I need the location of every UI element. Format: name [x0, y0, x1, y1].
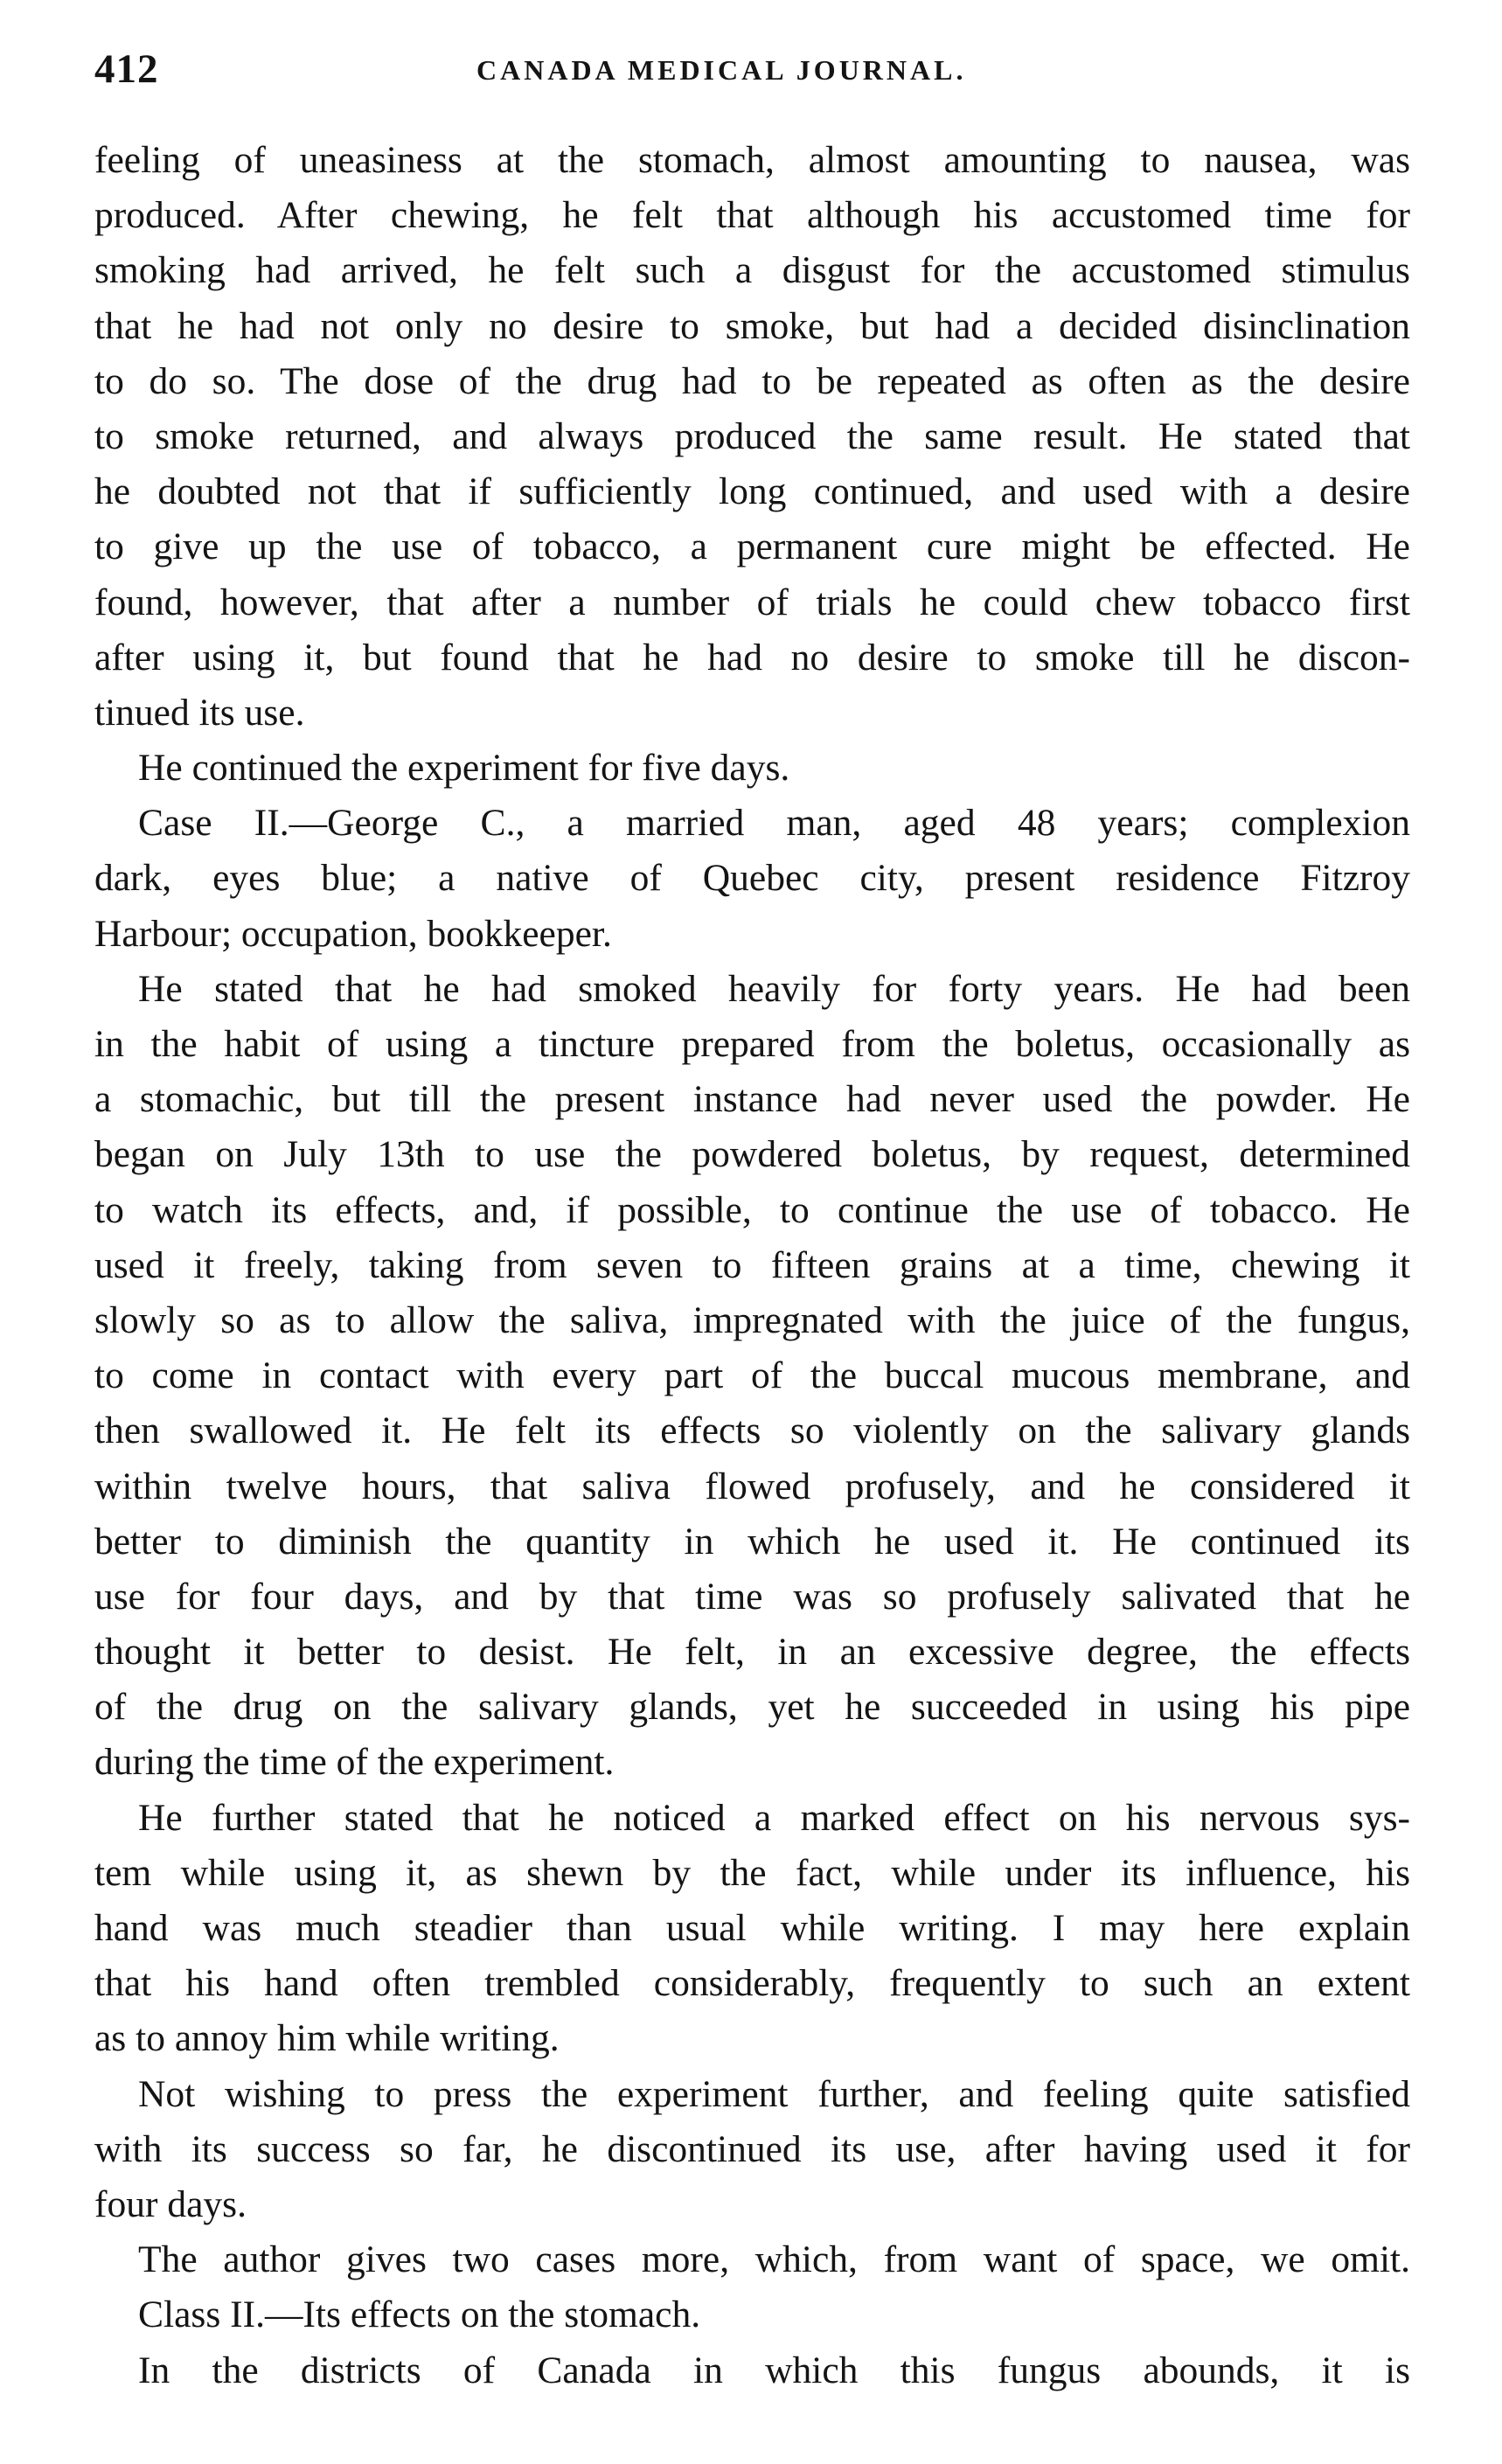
- paragraph-line: He continued the experiment for five days.: [138, 747, 790, 790]
- text-line: during the time of the experiment.: [94, 1741, 615, 1784]
- page-number: 412: [94, 46, 159, 92]
- text-line: to come in contact with every part of the buccal mucous membrane, and: [94, 1354, 1410, 1397]
- text-line: after using it, but found that he had no desire to smoke till he discon-: [94, 636, 1410, 679]
- case-heading-line: Case II.—George C., a married man, aged 48 years; complexion: [138, 802, 1410, 845]
- text-line: with its success so far, he discontinued its use, after having used it for: [94, 2127, 1410, 2170]
- running-head: [94, 45, 1406, 107]
- article-body: [94, 133, 1410, 2398]
- text-line: he doubted not that if sufficiently long continued, and used with a desire: [94, 470, 1410, 513]
- text-line: within twelve hours, that saliva flowed profusely, and he considered it: [94, 1465, 1410, 1507]
- text-line: began on July 13th to use the powdered boletus, by request, determined: [94, 1133, 1410, 1176]
- text-line: of the drug on the salivary glands, yet he succeeded in using his pipe: [94, 1686, 1410, 1729]
- text-line: in the habit of using a tincture prepared from the boletus, occasionally as: [94, 1023, 1410, 1065]
- text-line: use for four days, and by that time was so profusely salivated that he: [94, 1575, 1410, 1618]
- text-line: slowly so as to allow the saliva, impregnated with the juice of the fungus,: [94, 1298, 1410, 1341]
- section-heading-line: Class II.—Its effects on the stomach.: [138, 2293, 701, 2336]
- text-line: Harbour; occupation, bookkeeper.: [94, 912, 612, 955]
- text-line: hand was much steadier than usual while writing. I may here explain: [94, 1907, 1410, 1949]
- paragraph-line: Not wishing to press the experiment further, and feeling quite satisfied: [138, 2072, 1410, 2115]
- paragraph-line: In the districts of Canada in which this fungus abounds, it is: [138, 2349, 1410, 2391]
- text-line: tinued its use.: [94, 691, 305, 734]
- text-line: tem while using it, as shewn by the fact, while under its influence, his: [94, 1851, 1410, 1894]
- text-line: as to annoy him while writing.: [94, 2017, 560, 2060]
- journal-title: CANADA MEDICAL JOURNAL.: [476, 54, 967, 86]
- text-line: feeling of uneasiness at the stomach, almost amounting to nausea, was: [94, 139, 1410, 181]
- paragraph-line: He stated that he had smoked heavily for forty years. He had been: [138, 967, 1410, 1010]
- text-line: to do so. The dose of the drug had to be repeated as often as the desire: [94, 359, 1410, 402]
- text-line: to give up the use of tobacco, a permanent cure might be effected. He: [94, 526, 1410, 568]
- text-line: better to diminish the quantity in which he used it. He continued its: [94, 1520, 1410, 1563]
- text-line: to watch its effects, and, if possible, to continue the use of tobacco. He: [94, 1188, 1410, 1231]
- text-line: produced. After chewing, he felt that although his accustomed time for: [94, 194, 1410, 237]
- text-line: a stomachic, but till the present instance had never used the powder. He: [94, 1078, 1410, 1121]
- text-line: that he had not only no desire to smoke, but had a decided disinclination: [94, 304, 1410, 347]
- text-line: four days.: [94, 2182, 247, 2225]
- paragraph-line: He further stated that he noticed a marked effect on his nervous sys-: [138, 1796, 1410, 1839]
- text-line: smoking had arrived, he felt such a disgust for the accustomed stimulus: [94, 249, 1410, 292]
- text-line: used it freely, taking from seven to fifteen grains at a time, chewing it: [94, 1243, 1410, 1286]
- text-line: found, however, that after a number of trials he could chew tobacco first: [94, 581, 1410, 623]
- text-line: dark, eyes blue; a native of Quebec city, present residence Fitzroy: [94, 857, 1410, 900]
- paragraph-line: The author gives two cases more, which, from want of space, we omit.: [138, 2238, 1410, 2281]
- text-line: to smoke returned, and always produced the same result. He stated that: [94, 414, 1410, 457]
- text-line: that his hand often trembled considerably, frequently to such an extent: [94, 1962, 1410, 2005]
- text-line: thought it better to desist. He felt, in an excessive degree, the effects: [94, 1631, 1410, 1674]
- text-line: then swallowed it. He felt its effects so violently on the salivary glands: [94, 1409, 1410, 1452]
